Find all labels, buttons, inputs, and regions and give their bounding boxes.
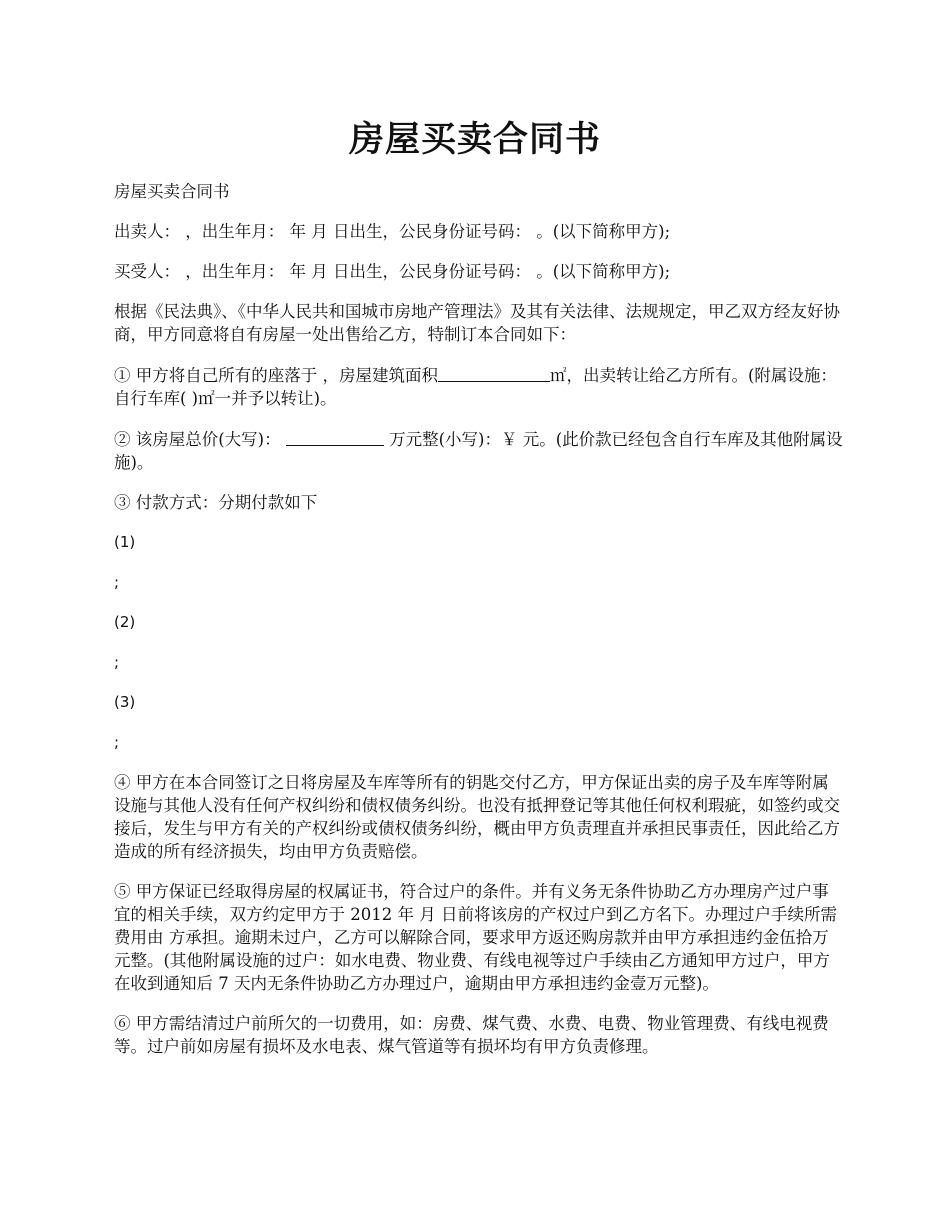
- installment-1: (1): [114, 533, 136, 551]
- seller-line: 出卖人： ，出生年月： 年 月 日出生，公民身份证号码： 。(以下简称甲方);: [114, 222, 671, 241]
- clause-1-part-b: ㎡，出卖转让给乙方所有。(附属设施：自行车库( )㎡一并予以转让)。: [114, 366, 837, 408]
- document-body: [114, 180, 844, 1075]
- clause-6: ⑥ 甲方需结清过户前所欠的一切费用，如：房费、煤气费、水费、电费、物业管理费、有线电视费等。过户前如房屋有损坏及水电表、煤气管道等有损坏均有甲方负责修理。: [114, 1014, 829, 1056]
- clause-3: ③ 付款方式：分期付款如下: [114, 493, 318, 512]
- price-blank: [286, 427, 384, 446]
- clause-5: ⑤ 甲方保证已经取得房屋的权属证书，符合过户的条件。并有义务无条件协助乙方办理房产过户事宜的相关手续，双方约定甲方于 2012 年 月 日前将该房的产权过户到乙方名下。办理过户手续所需费用由 方承担。逾期未过户，乙方可以解除合同，要求甲方返还购房款并由甲方承担违约金伍拾万元整。(其他附属设施的过户：如水电费、物业费、有线电视等过户手续由乙方通知甲方过户，甲方在收到通知后 7 天内无条件协助乙方办理过户，逾期由甲方承担违约金壹万元整)。: [114, 882, 837, 993]
- subtitle: 房屋买卖合同书: [114, 182, 230, 201]
- clause-2: [114, 427, 844, 474]
- installment-1-separator: ;: [114, 573, 120, 591]
- clause-1-part-a: ① 甲方将自己所有的座落于 ，房屋建筑面积: [114, 366, 438, 385]
- clause-1: [114, 363, 844, 410]
- buyer-line: 买受人： ，出生年月： 年 月 日出生，公民身份证号码： 。(以下简称甲方);: [114, 262, 671, 281]
- installment-2-separator: ;: [114, 653, 120, 671]
- installment-2: (2): [114, 613, 136, 631]
- clause-4: ④ 甲方在本合同签订之日将房屋及车库等所有的钥匙交付乙方，甲方保证出卖的房子及车库等附属设施与其他人没有任何产权纠纷和债权债务纠纷。也没有抵押登记等其他任何权利瑕疵，如签约或交接后，发生与甲方有关的产权纠纷或债权债务纠纷，概由甲方负责理直并承担民事责任，因此给乙方造成的所有经济损失，均由甲方负责赔偿。: [114, 773, 840, 861]
- clause-2-part-a: ② 该房屋总价(大写)：: [114, 430, 281, 449]
- document-title: 房屋买卖合同书: [348, 119, 601, 160]
- installment-3: (3): [114, 693, 136, 711]
- installment-3-separator: ;: [114, 733, 120, 751]
- area-blank: [438, 363, 550, 382]
- preamble: 根据《民法典》、《中华人民共和国城市房地产管理法》及其有关法律、法规规定，甲乙双方经友好协商，甲方同意将自有房屋一处出售给乙方，特制订本合同如下：: [114, 302, 840, 344]
- clause-2-part-b: 万元整(小写)：￥ 元。(此价款已经包含自行车库及其他附属设施)。: [114, 430, 843, 472]
